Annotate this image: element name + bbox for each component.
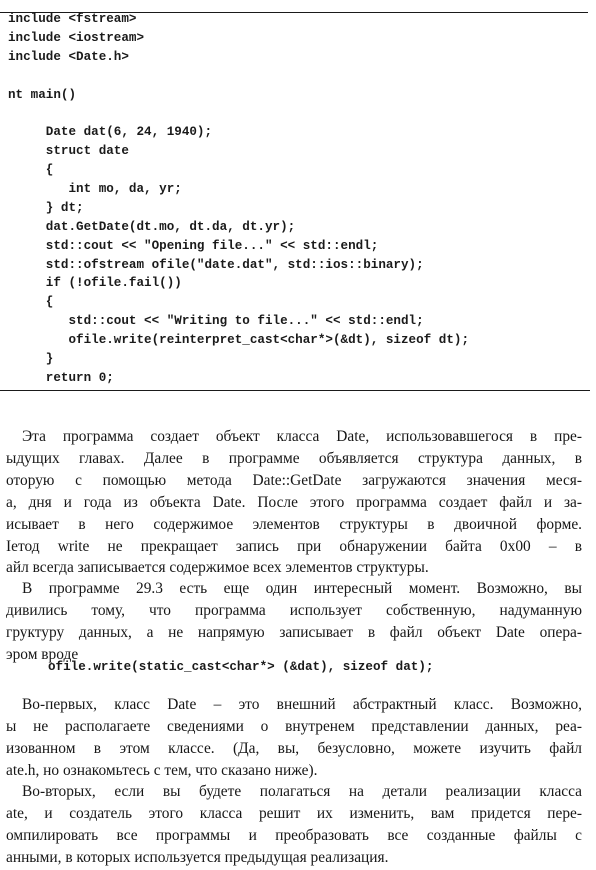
text-line: анными, в которых используется предыдущая реализация. (6, 848, 389, 866)
code-line: dat.GetDate(dt.mo, dt.da, dt.yr); (8, 219, 296, 234)
code-listing (8, 10, 469, 388)
text-line: омпилировать все программы и преобразовать все созданные файлы с (6, 826, 582, 844)
inline-code-example: ofile.write(static_cast<char*> (&dat), sizeof dat); (48, 660, 434, 674)
text-line: Во-вторых, если вы будете полагаться на детали реализации класса (22, 783, 582, 800)
text-line: дивились тому, что программа использует собственную, надуманную (6, 601, 582, 619)
text-line: а, дня и года из объекта Date. После этого программа создает файл и за- (6, 493, 582, 511)
text-line: ыдущих главах. Далее в программе объявляется структура данных, в (6, 449, 582, 467)
code-line: include <fstream> (8, 12, 137, 26)
text-line: Во-первых, класс Date – это внешний абстрактный класс. Возможно, (22, 696, 582, 713)
text-line: ate, и создатель этого класса решит их изменить, вам придется пере- (6, 804, 582, 822)
text-line: эром вроде (6, 645, 79, 663)
text-line: ate.h, но ознакомьтесь с тем, что сказано ниже). (6, 761, 318, 779)
text-line: Эта программа создает объект класса Date, использовавшегося в пре- (22, 428, 582, 445)
code-line: { (8, 295, 54, 310)
code-line: std::cout << "Writing to file..." << std::endl; (8, 314, 424, 329)
bottom-rule (0, 390, 590, 391)
text-line: Іетод write не прекращает запись при обнаружении байта 0x00 – в (6, 537, 582, 555)
text-line: изованном в этом классе. (Да, вы, безусловно, можете изучить файл (6, 739, 582, 757)
code-line: } dt; (8, 200, 84, 215)
code-line: include <iostream> (8, 30, 145, 45)
paragraph-first-reason (6, 694, 582, 782)
code-line: ofile.write(reinterpret_cast<char*>(&dt), sizeof dt); (8, 333, 470, 348)
code-line (8, 104, 469, 123)
text-line: айл всегда записывается содержимое всех элементов структуры. (6, 559, 429, 577)
text-line: В программе 29.3 есть еще один интересный момент. Возможно, вы (22, 580, 582, 597)
code-line (8, 67, 469, 86)
paragraph-program-description (6, 426, 582, 579)
text-line: оторую с помощью метода Date::GetDate загружаются значения меся- (6, 471, 582, 489)
code-line: if (!ofile.fail()) (8, 276, 182, 291)
text-line: груктуру данных, а не напрямую записывает в файл объект Date опера- (6, 623, 582, 641)
code-line: Date dat(6, 24, 1940); (8, 125, 213, 140)
code-line: int mo, da, yr; (8, 182, 182, 197)
text-line: ы не располагаете сведениями о внутренем представлении данных, реа- (6, 717, 582, 735)
code-line: include <Date.h> (8, 49, 129, 64)
text-line: исывает в него содержимое элементов структуры в двоичной форме. (6, 515, 582, 533)
code-line: return 0; (8, 370, 114, 385)
code-line: nt main() (8, 87, 77, 102)
code-line: std::ofstream ofile("date.dat", std::ios::binary); (8, 257, 424, 272)
paragraph-interesting-moment (6, 578, 582, 666)
paragraph-second-reason (6, 781, 582, 869)
code-line: } (8, 352, 54, 367)
code-line: { (8, 163, 54, 178)
code-line: struct date (8, 144, 129, 159)
code-line: std::cout << "Opening file..." << std::endl; (8, 238, 379, 253)
